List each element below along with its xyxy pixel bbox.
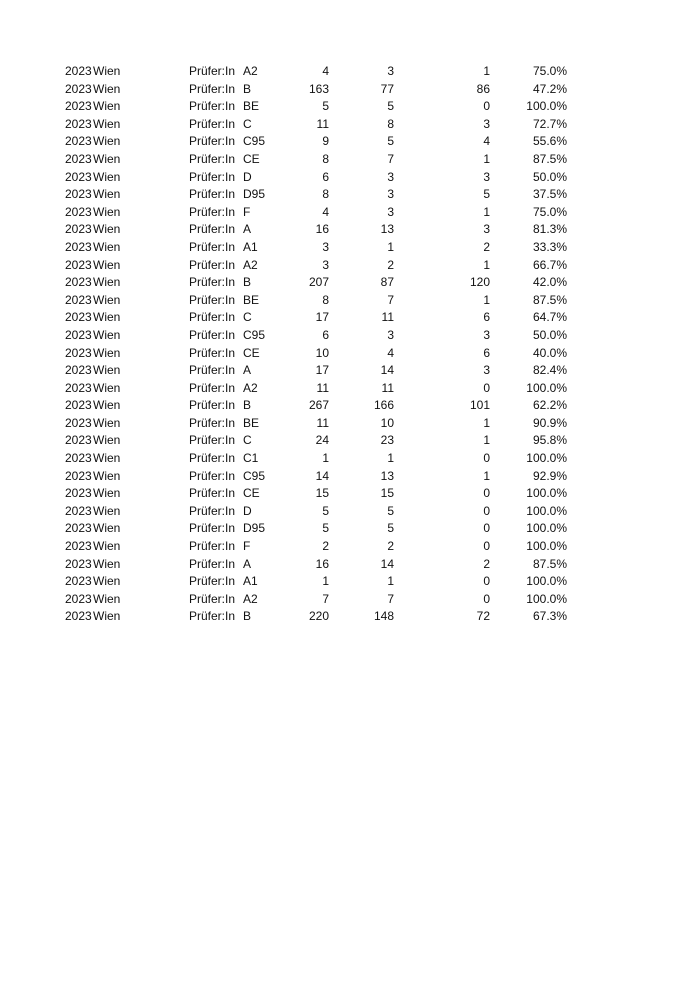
pass-rate-cell: 66.7%: [532, 257, 567, 272]
examiner-cell: Prüfer:In: [189, 521, 236, 536]
city-cell: Wien: [93, 433, 121, 448]
year-cell: 2023: [65, 345, 92, 360]
examiner-cell: Prüfer:In: [189, 486, 236, 501]
table-row: [0, 450, 700, 468]
total-count-cell: 9: [322, 134, 329, 149]
passed-count-cell: 5: [387, 99, 394, 114]
failed-count-cell: 1: [483, 415, 490, 430]
passed-count-cell: 1: [387, 451, 394, 466]
pass-rate-cell: 62.2%: [532, 398, 567, 413]
license-class-cell: C95: [243, 327, 266, 342]
total-count-cell: 5: [322, 503, 329, 518]
year-cell: 2023: [65, 609, 92, 624]
city-cell: Wien: [93, 415, 121, 430]
license-class-cell: C: [243, 433, 252, 448]
passed-count-cell: 5: [387, 134, 394, 149]
passed-count-cell: 1: [387, 574, 394, 589]
license-class-cell: C95: [243, 134, 266, 149]
total-count-cell: 24: [315, 433, 329, 448]
table-row: [0, 415, 700, 433]
failed-count-cell: 1: [483, 64, 490, 78]
year-cell: 2023: [65, 539, 92, 554]
passed-count-cell: 7: [387, 591, 394, 606]
city-cell: Wien: [93, 468, 121, 483]
total-count-cell: 14: [315, 468, 329, 483]
total-count-cell: 5: [322, 521, 329, 536]
license-class-cell: C1: [243, 451, 259, 466]
year-cell: 2023: [65, 239, 92, 254]
total-count-cell: 1: [322, 574, 329, 589]
license-class-cell: C: [243, 310, 252, 325]
year-cell: 2023: [65, 574, 92, 589]
total-count-cell: 8: [322, 187, 329, 202]
year-cell: 2023: [65, 275, 92, 290]
pass-rate-cell: 100.0%: [526, 591, 567, 606]
city-cell: Wien: [93, 556, 121, 571]
year-cell: 2023: [65, 134, 92, 149]
total-count-cell: 6: [322, 327, 329, 342]
license-class-cell: D95: [243, 187, 266, 202]
total-count-cell: 11: [316, 380, 329, 395]
failed-count-cell: 3: [483, 327, 490, 342]
city-cell: Wien: [93, 222, 121, 237]
city-cell: Wien: [93, 486, 121, 501]
failed-count-cell: 0: [483, 521, 490, 536]
table-row: [0, 362, 700, 380]
examiner-cell: Prüfer:In: [189, 556, 236, 571]
passed-count-cell: 7: [387, 151, 394, 166]
table-row: [0, 274, 700, 292]
examiner-cell: Prüfer:In: [189, 433, 236, 448]
passed-count-cell: 4: [387, 345, 394, 360]
pass-rate-cell: 40.0%: [532, 345, 567, 360]
table-row: [0, 485, 700, 503]
pass-rate-cell: 75.0%: [532, 204, 567, 219]
examiner-cell: Prüfer:In: [189, 609, 236, 624]
total-count-cell: 4: [322, 204, 329, 219]
examiner-cell: Prüfer:In: [189, 169, 236, 184]
table-row: [0, 538, 700, 556]
city-cell: Wien: [93, 64, 121, 78]
examiner-cell: Prüfer:In: [189, 591, 236, 606]
license-class-cell: F: [243, 204, 251, 219]
year-cell: 2023: [65, 380, 92, 395]
license-class-cell: B: [243, 81, 252, 96]
pass-rate-cell: 50.0%: [532, 169, 567, 184]
year-cell: 2023: [65, 398, 92, 413]
table-row: [0, 380, 700, 398]
city-cell: Wien: [93, 503, 121, 518]
passed-count-cell: 11: [381, 380, 394, 395]
city-cell: Wien: [93, 574, 121, 589]
table-row: [0, 327, 700, 345]
pass-rate-cell: 100.0%: [526, 539, 567, 554]
total-count-cell: 5: [322, 99, 329, 114]
city-cell: Wien: [93, 187, 121, 202]
failed-count-cell: 1: [483, 433, 490, 448]
pass-rate-cell: 81.3%: [532, 222, 567, 237]
pass-rate-cell: 50.0%: [532, 327, 567, 342]
failed-count-cell: 1: [483, 257, 490, 272]
examiner-cell: Prüfer:In: [189, 239, 236, 254]
passed-count-cell: 7: [387, 292, 394, 307]
table-row: [0, 151, 700, 169]
failed-count-cell: 0: [483, 99, 490, 114]
examiner-cell: Prüfer:In: [189, 451, 236, 466]
license-class-cell: D95: [243, 521, 266, 536]
total-count-cell: 267: [308, 398, 329, 413]
pass-rate-cell: 47.2%: [532, 81, 567, 96]
city-cell: Wien: [93, 451, 121, 466]
license-class-cell: C95: [243, 468, 266, 483]
table-row: [0, 573, 700, 591]
city-cell: Wien: [93, 134, 121, 149]
year-cell: 2023: [65, 64, 92, 78]
pass-rate-cell: 100.0%: [526, 451, 567, 466]
table-row: [0, 133, 700, 151]
table-row: [0, 309, 700, 327]
passed-count-cell: 23: [380, 433, 394, 448]
passed-count-cell: 8: [387, 116, 394, 131]
total-count-cell: 15: [315, 486, 329, 501]
city-cell: Wien: [93, 327, 121, 342]
city-cell: Wien: [93, 99, 121, 114]
city-cell: Wien: [93, 151, 121, 166]
city-cell: Wien: [93, 239, 121, 254]
table-row: [0, 98, 700, 116]
failed-count-cell: 0: [483, 539, 490, 554]
total-count-cell: 2: [322, 539, 329, 554]
year-cell: 2023: [65, 99, 92, 114]
pass-rate-cell: 87.5%: [532, 292, 567, 307]
city-cell: Wien: [93, 310, 121, 325]
failed-count-cell: 4: [483, 134, 490, 149]
failed-count-cell: 2: [483, 556, 490, 571]
failed-count-cell: 0: [483, 503, 490, 518]
year-cell: 2023: [65, 151, 92, 166]
passed-count-cell: 5: [387, 503, 394, 518]
failed-count-cell: 86: [476, 81, 490, 96]
examiner-cell: Prüfer:In: [189, 204, 236, 219]
year-cell: 2023: [65, 116, 92, 131]
table-row: [0, 292, 700, 310]
failed-count-cell: 2: [483, 239, 490, 254]
city-cell: Wien: [93, 204, 121, 219]
pass-rate-cell: 87.5%: [532, 151, 567, 166]
failed-count-cell: 1: [483, 468, 490, 483]
pass-rate-cell: 100.0%: [526, 99, 567, 114]
total-count-cell: 16: [315, 556, 329, 571]
passed-count-cell: 5: [387, 521, 394, 536]
examiner-cell: Prüfer:In: [189, 222, 236, 237]
license-class-cell: CE: [243, 345, 260, 360]
year-cell: 2023: [65, 415, 92, 430]
examiner-cell: Prüfer:In: [189, 363, 236, 378]
failed-count-cell: 101: [469, 398, 490, 413]
year-cell: 2023: [65, 310, 92, 325]
pass-rate-cell: 82.4%: [532, 363, 567, 378]
passed-count-cell: 3: [387, 64, 394, 78]
license-class-cell: BE: [243, 415, 260, 430]
passed-count-cell: 148: [373, 609, 394, 624]
failed-count-cell: 1: [483, 204, 490, 219]
pass-rate-cell: 100.0%: [526, 521, 567, 536]
total-count-cell: 8: [322, 151, 329, 166]
city-cell: Wien: [93, 609, 121, 624]
year-cell: 2023: [65, 81, 92, 96]
table-row: [0, 520, 700, 538]
examiner-cell: Prüfer:In: [189, 468, 236, 483]
pass-rate-cell: 100.0%: [526, 380, 567, 395]
passed-count-cell: 15: [380, 486, 394, 501]
license-class-cell: A: [243, 556, 252, 571]
year-cell: 2023: [65, 169, 92, 184]
examiner-cell: Prüfer:In: [189, 116, 236, 131]
examiner-cell: Prüfer:In: [189, 134, 236, 149]
passed-count-cell: 13: [380, 222, 394, 237]
examiner-cell: Prüfer:In: [189, 292, 236, 307]
year-cell: 2023: [65, 433, 92, 448]
license-class-cell: A1: [243, 239, 258, 254]
examiner-cell: Prüfer:In: [189, 275, 236, 290]
license-class-cell: D: [243, 503, 252, 518]
failed-count-cell: 6: [483, 345, 490, 360]
table-row: [0, 204, 700, 222]
year-cell: 2023: [65, 257, 92, 272]
passed-count-cell: 3: [387, 187, 394, 202]
city-cell: Wien: [93, 292, 121, 307]
year-cell: 2023: [65, 292, 92, 307]
city-cell: Wien: [93, 363, 121, 378]
pass-rate-cell: 72.7%: [532, 116, 567, 131]
passed-count-cell: 3: [387, 327, 394, 342]
pass-rate-cell: 87.5%: [532, 556, 567, 571]
city-cell: Wien: [93, 169, 121, 184]
license-class-cell: CE: [243, 151, 260, 166]
table-row: [0, 432, 700, 450]
failed-count-cell: 3: [483, 363, 490, 378]
year-cell: 2023: [65, 363, 92, 378]
total-count-cell: 11: [316, 415, 329, 430]
examiner-cell: Prüfer:In: [189, 380, 236, 395]
license-class-cell: A: [243, 363, 252, 378]
pass-rate-cell: 37.5%: [532, 187, 567, 202]
passed-count-cell: 2: [387, 257, 394, 272]
examiner-cell: Prüfer:In: [189, 310, 236, 325]
examiner-cell: Prüfer:In: [189, 327, 236, 342]
license-class-cell: C: [243, 116, 252, 131]
license-class-cell: B: [243, 398, 252, 413]
city-cell: Wien: [93, 539, 121, 554]
passed-count-cell: 3: [387, 204, 394, 219]
total-count-cell: 11: [316, 116, 329, 131]
pass-rate-cell: 64.7%: [532, 310, 567, 325]
passed-count-cell: 3: [387, 169, 394, 184]
failed-count-cell: 0: [483, 486, 490, 501]
city-cell: Wien: [93, 398, 121, 413]
total-count-cell: 1: [322, 451, 329, 466]
failed-count-cell: 1: [483, 292, 490, 307]
total-count-cell: 220: [308, 609, 329, 624]
pass-rate-cell: 90.9%: [532, 415, 567, 430]
license-class-cell: BE: [243, 99, 260, 114]
city-cell: Wien: [93, 116, 121, 131]
total-count-cell: 16: [315, 222, 329, 237]
table-row: [0, 468, 700, 486]
failed-count-cell: 0: [483, 574, 490, 589]
failed-count-cell: 6: [483, 310, 490, 325]
examiner-cell: Prüfer:In: [189, 398, 236, 413]
examiner-cell: Prüfer:In: [189, 99, 236, 114]
year-cell: 2023: [65, 556, 92, 571]
passed-count-cell: 11: [381, 310, 394, 325]
license-class-cell: B: [243, 275, 252, 290]
total-count-cell: 4: [322, 64, 329, 78]
total-count-cell: 3: [322, 239, 329, 254]
table-row: [0, 116, 700, 134]
license-class-cell: F: [243, 539, 251, 554]
city-cell: Wien: [93, 521, 121, 536]
year-cell: 2023: [65, 591, 92, 606]
pass-rate-cell: 67.3%: [532, 609, 567, 624]
city-cell: Wien: [93, 257, 121, 272]
license-class-cell: A1: [243, 574, 258, 589]
total-count-cell: 7: [322, 591, 329, 606]
total-count-cell: 6: [322, 169, 329, 184]
passed-count-cell: 87: [380, 275, 394, 290]
pass-rate-cell: 42.0%: [532, 275, 567, 290]
year-cell: 2023: [65, 521, 92, 536]
passed-count-cell: 13: [380, 468, 394, 483]
total-count-cell: 3: [322, 257, 329, 272]
table-row: [0, 81, 700, 99]
year-cell: 2023: [65, 468, 92, 483]
failed-count-cell: 0: [483, 591, 490, 606]
examiner-cell: Prüfer:In: [189, 151, 236, 166]
examiner-cell: Prüfer:In: [189, 257, 236, 272]
total-count-cell: 17: [315, 310, 329, 325]
passed-count-cell: 166: [373, 398, 394, 413]
total-count-cell: 10: [315, 345, 329, 360]
year-cell: 2023: [65, 187, 92, 202]
pass-rate-cell: 100.0%: [526, 503, 567, 518]
total-count-cell: 17: [315, 363, 329, 378]
table-row: [0, 169, 700, 187]
year-cell: 2023: [65, 222, 92, 237]
passed-count-cell: 2: [387, 539, 394, 554]
pass-rate-cell: 75.0%: [532, 64, 567, 78]
total-count-cell: 207: [308, 275, 329, 290]
year-cell: 2023: [65, 486, 92, 501]
examiner-cell: Prüfer:In: [189, 574, 236, 589]
pass-rate-cell: 95.8%: [532, 433, 567, 448]
failed-count-cell: 120: [469, 275, 490, 290]
passed-count-cell: 10: [380, 415, 394, 430]
license-class-cell: A2: [243, 380, 258, 395]
total-count-cell: 163: [308, 81, 329, 96]
examiner-cell: Prüfer:In: [189, 187, 236, 202]
table-row: [0, 503, 700, 521]
license-class-cell: BE: [243, 292, 260, 307]
table-row: [0, 257, 700, 275]
pass-rate-cell: 100.0%: [526, 486, 567, 501]
failed-count-cell: 3: [483, 169, 490, 184]
license-class-cell: CE: [243, 486, 260, 501]
passed-count-cell: 14: [380, 556, 394, 571]
year-cell: 2023: [65, 503, 92, 518]
year-cell: 2023: [65, 327, 92, 342]
examiner-cell: Prüfer:In: [189, 539, 236, 554]
table-row: [0, 239, 700, 257]
failed-count-cell: 0: [483, 451, 490, 466]
license-class-cell: D: [243, 169, 252, 184]
pass-rate-cell: 55.6%: [532, 134, 567, 149]
pass-rate-cell: 100.0%: [526, 574, 567, 589]
license-class-cell: A2: [243, 591, 258, 606]
failed-count-cell: 72: [476, 609, 490, 624]
table-row: [0, 397, 700, 415]
license-class-cell: A: [243, 222, 252, 237]
examiner-cell: Prüfer:In: [189, 503, 236, 518]
examiner-cell: Prüfer:In: [189, 415, 236, 430]
passed-count-cell: 14: [380, 363, 394, 378]
table-row: [0, 591, 700, 609]
table-row: [0, 608, 700, 626]
city-cell: Wien: [93, 380, 121, 395]
passed-count-cell: 77: [380, 81, 394, 96]
results-table: [0, 63, 700, 626]
passed-count-cell: 1: [387, 239, 394, 254]
license-class-cell: B: [243, 609, 252, 624]
table-row: [0, 221, 700, 239]
license-class-cell: A2: [243, 257, 258, 272]
city-cell: Wien: [93, 275, 121, 290]
failed-count-cell: 3: [483, 116, 490, 131]
examiner-cell: Prüfer:In: [189, 64, 236, 78]
city-cell: Wien: [93, 591, 121, 606]
table-row: [0, 556, 700, 574]
failed-count-cell: 1: [483, 151, 490, 166]
failed-count-cell: 5: [483, 187, 490, 202]
examiner-cell: Prüfer:In: [189, 81, 236, 96]
examiner-cell: Prüfer:In: [189, 345, 236, 360]
city-cell: Wien: [93, 81, 121, 96]
year-cell: 2023: [65, 204, 92, 219]
table-row: [0, 63, 700, 81]
year-cell: 2023: [65, 451, 92, 466]
pass-rate-cell: 92.9%: [532, 468, 567, 483]
failed-count-cell: 3: [483, 222, 490, 237]
license-class-cell: A2: [243, 64, 258, 78]
total-count-cell: 8: [322, 292, 329, 307]
city-cell: Wien: [93, 345, 121, 360]
pass-rate-cell: 33.3%: [532, 239, 567, 254]
failed-count-cell: 0: [483, 380, 490, 395]
table-row: [0, 345, 700, 363]
table-row: [0, 186, 700, 204]
